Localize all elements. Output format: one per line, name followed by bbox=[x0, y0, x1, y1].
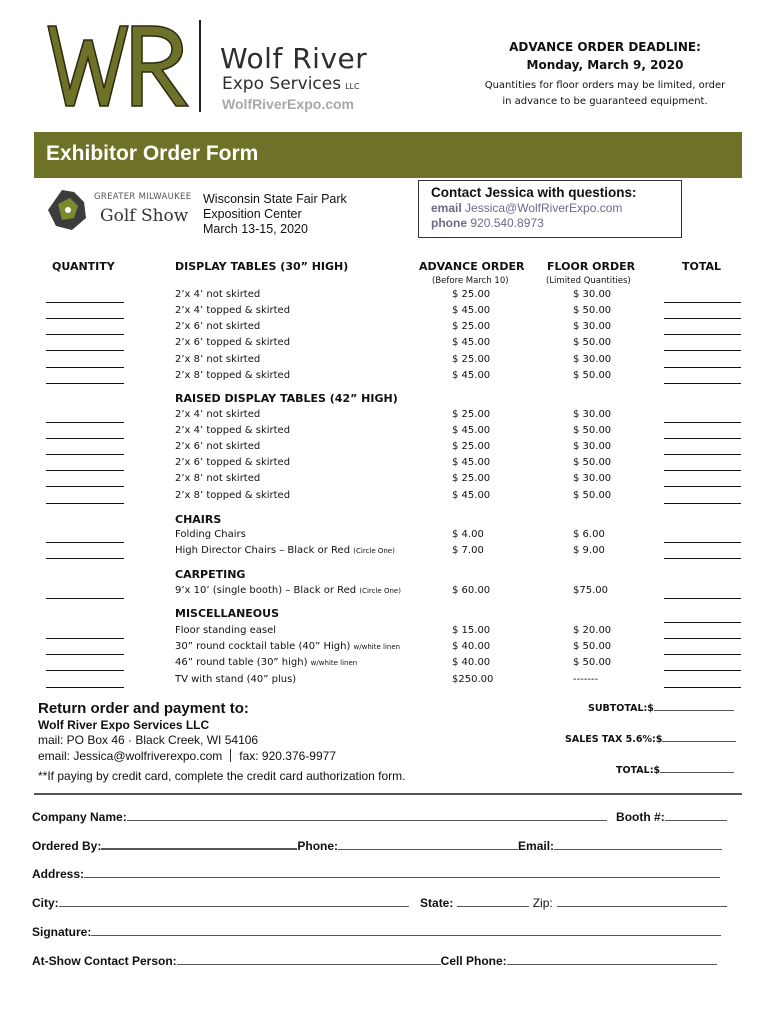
phone-field[interactable] bbox=[338, 839, 518, 850]
return-company: Wolf River Expo Services LLC bbox=[38, 718, 210, 732]
phone-label: Phone: bbox=[297, 839, 339, 853]
wisconsin-map-icon bbox=[44, 186, 90, 232]
company-name-label: Company Name: bbox=[32, 810, 127, 824]
display_tables-item bbox=[175, 370, 290, 381]
carpeting-item bbox=[175, 585, 401, 596]
sales-tax-label: SALES TAX 5.6%:$ bbox=[565, 734, 663, 745]
misc-total-field[interactable] bbox=[664, 654, 741, 655]
raised_tables-total-field[interactable] bbox=[664, 470, 741, 471]
col-total: TOTAL bbox=[682, 260, 722, 273]
carpeting-total-field[interactable] bbox=[664, 598, 741, 599]
raised_tables-floor-price: $ 50.00 bbox=[573, 425, 612, 436]
contact-email-line bbox=[431, 201, 669, 216]
city-field[interactable] bbox=[59, 896, 409, 907]
raised_tables-floor-price: $ 30.00 bbox=[573, 441, 612, 452]
email-field[interactable] bbox=[554, 839, 722, 850]
item-note: w/white linen bbox=[310, 659, 358, 667]
item-label: 2’x 6’ topped & skirted bbox=[175, 337, 291, 348]
deadline-note-1: Quantities for floor orders may be limited, order bbox=[484, 80, 726, 91]
raised_tables-advance-price: $ 45.00 bbox=[452, 457, 491, 468]
raised_tables-item bbox=[175, 490, 290, 501]
chairs-quantity-field[interactable] bbox=[46, 558, 124, 559]
city-label: City: bbox=[32, 896, 59, 910]
misc-quantity-field[interactable] bbox=[46, 638, 124, 639]
display_tables-advance-price: $ 25.00 bbox=[452, 321, 491, 332]
misc-advance-price: $250.00 bbox=[452, 674, 494, 685]
raised_tables-total-field[interactable] bbox=[664, 454, 741, 455]
golf-show-logo-top: GREATER MILWAUKEE bbox=[94, 192, 192, 202]
item-label: 2’x 8’ topped & skirted bbox=[175, 370, 291, 381]
col-floor-order: FLOOR ORDER bbox=[547, 260, 636, 273]
brand-llc: LLC bbox=[345, 82, 360, 91]
chairs-item bbox=[175, 529, 246, 540]
display_tables-quantity-field[interactable] bbox=[46, 383, 124, 384]
company-name-row bbox=[32, 810, 727, 824]
raised_tables-floor-price: $ 50.00 bbox=[573, 457, 612, 468]
raised_tables-total-field[interactable] bbox=[664, 438, 741, 439]
item-label: TV with stand (40” plus) bbox=[175, 674, 297, 685]
misc-total-field[interactable] bbox=[664, 622, 741, 623]
email-label: Email: bbox=[518, 839, 555, 853]
venue-line-2: Exposition Center bbox=[203, 207, 302, 221]
brand-name-line2 bbox=[222, 74, 360, 94]
misc-quantity-field[interactable] bbox=[46, 654, 124, 655]
misc-advance-price: $ 40.00 bbox=[452, 641, 491, 652]
display_tables-advance-price: $ 45.00 bbox=[452, 337, 491, 348]
misc-item bbox=[175, 657, 357, 668]
wolf-river-logo-mark bbox=[44, 18, 204, 114]
chairs-total-field[interactable] bbox=[664, 558, 741, 559]
display_tables-total-field[interactable] bbox=[664, 367, 741, 368]
brand-name-line1: Wolf River bbox=[220, 42, 368, 75]
item-label: High Director Chairs – Black or Red bbox=[175, 545, 354, 556]
contact-phone-line bbox=[431, 216, 669, 231]
item-note: w/white linen bbox=[353, 643, 401, 651]
col-display-tables: DISPLAY TABLES (30” HIGH) bbox=[175, 260, 349, 273]
raised_tables-quantity-field[interactable] bbox=[46, 503, 124, 504]
booth-label: Booth #: bbox=[616, 810, 665, 824]
deadline-block bbox=[470, 38, 740, 110]
misc-advance-price: $ 40.00 bbox=[452, 657, 491, 668]
display_tables-item bbox=[175, 337, 290, 348]
display_tables-total-field[interactable] bbox=[664, 334, 741, 335]
display_tables-advance-price: $ 25.00 bbox=[452, 354, 491, 365]
venue-line-1: Wisconsin State Fair Park bbox=[203, 192, 347, 206]
raised_tables-quantity-field[interactable] bbox=[46, 454, 124, 455]
section-divider bbox=[34, 793, 742, 795]
misc-item bbox=[175, 625, 276, 636]
raised_tables-advance-price: $ 25.00 bbox=[452, 441, 491, 452]
display_tables-floor-price: $ 30.00 bbox=[573, 289, 612, 300]
return-email: email: Jessica@wolfriverexpo.com bbox=[38, 749, 223, 763]
item-label: 2’x 6’ not skirted bbox=[175, 321, 261, 332]
raised_tables-item bbox=[175, 441, 260, 452]
state-field[interactable] bbox=[457, 896, 529, 907]
cell-phone-field[interactable] bbox=[507, 954, 717, 965]
display_tables-advance-price: $ 45.00 bbox=[452, 370, 491, 381]
deadline-note-2: in advance to be guaranteed equipment. bbox=[502, 96, 708, 107]
col-advance-order: ADVANCE ORDER bbox=[419, 260, 525, 273]
total-blank[interactable] bbox=[660, 762, 734, 773]
display_tables-quantity-field[interactable] bbox=[46, 367, 124, 368]
display_tables-total-field[interactable] bbox=[664, 318, 741, 319]
total-label: TOTAL:$ bbox=[616, 765, 661, 776]
display_tables-floor-price: $ 50.00 bbox=[573, 305, 612, 316]
state-label: State: bbox=[420, 896, 454, 910]
section-raised-tables: RAISED DISPLAY TABLES (42” HIGH) bbox=[175, 392, 398, 405]
contact-phone: 920.540.8973 bbox=[470, 216, 544, 230]
misc-total-field[interactable] bbox=[664, 670, 741, 671]
booth-field[interactable] bbox=[665, 810, 727, 821]
signature-field[interactable] bbox=[91, 925, 721, 936]
golf-show-logo bbox=[44, 186, 192, 232]
item-label: 2’x 4’ topped & skirted bbox=[175, 425, 291, 436]
contact-title: Contact Jessica with questions: bbox=[431, 185, 637, 200]
raised_tables-advance-price: $ 25.00 bbox=[452, 473, 491, 484]
section-carpeting: CARPETING bbox=[175, 568, 246, 581]
misc-floor-price: $ 50.00 bbox=[573, 657, 612, 668]
item-label: 2’x 6’ topped & skirted bbox=[175, 457, 291, 468]
item-label: 9’x 10’ (single booth) – Black or Red bbox=[175, 585, 360, 596]
misc-floor-price: $ 20.00 bbox=[573, 625, 612, 636]
carpeting-floor-price: $75.00 bbox=[573, 585, 608, 596]
raised_tables-item bbox=[175, 409, 260, 420]
zip-label: Zip: bbox=[532, 896, 553, 910]
address-field[interactable] bbox=[84, 867, 720, 878]
section-miscellaneous: MISCELLANEOUS bbox=[175, 607, 280, 620]
raised_tables-item bbox=[175, 425, 290, 436]
raised_tables-total-field[interactable] bbox=[664, 503, 741, 504]
carpeting-quantity-field[interactable] bbox=[46, 598, 124, 599]
at-show-contact-label: At-Show Contact Person: bbox=[32, 954, 177, 968]
item-label: 2’x 8’ topped & skirted bbox=[175, 490, 291, 501]
col-advance-sub: (Before March 10) bbox=[432, 276, 509, 286]
sales-tax-blank[interactable] bbox=[662, 731, 736, 742]
display_tables-item bbox=[175, 305, 290, 316]
raised_tables-total-field[interactable] bbox=[664, 422, 741, 423]
display_tables-advance-price: $ 25.00 bbox=[452, 289, 491, 300]
display_tables-floor-price: $ 50.00 bbox=[573, 337, 612, 348]
display_tables-advance-price: $ 45.00 bbox=[452, 305, 491, 316]
item-label: 2’x 8’ not skirted bbox=[175, 354, 261, 365]
display_tables-floor-price: $ 30.00 bbox=[573, 354, 612, 365]
show-dates: March 13-15, 2020 bbox=[203, 222, 308, 236]
col-quantity: QUANTITY bbox=[52, 260, 115, 273]
form-title: Exhibitor Order Form bbox=[46, 142, 259, 165]
display_tables-item bbox=[175, 354, 260, 365]
chairs-floor-price: $ 9.00 bbox=[573, 545, 605, 556]
display_tables-item bbox=[175, 289, 260, 300]
misc-quantity-field[interactable] bbox=[46, 687, 124, 688]
raised_tables-quantity-field[interactable] bbox=[46, 422, 124, 423]
return-mail: mail: PO Box 46 · Black Creek, WI 54106 bbox=[38, 733, 259, 747]
item-label: 2’x 6’ not skirted bbox=[175, 441, 261, 452]
company-name-field[interactable] bbox=[127, 810, 607, 821]
item-label: 46” round table (30” high) bbox=[175, 657, 311, 668]
at-show-contact-field[interactable] bbox=[177, 954, 441, 965]
display_tables-quantity-field[interactable] bbox=[46, 318, 124, 319]
form-title-banner bbox=[34, 132, 742, 178]
item-label: Folding Chairs bbox=[175, 529, 246, 540]
sales-tax-field[interactable] bbox=[565, 731, 736, 745]
item-note: (Circle One) bbox=[359, 587, 401, 595]
raised_tables-floor-price: $ 30.00 bbox=[573, 473, 612, 484]
contact-box bbox=[418, 180, 682, 238]
item-label: 2’x 4’ not skirted bbox=[175, 289, 261, 300]
deadline-title: ADVANCE ORDER DEADLINE: bbox=[509, 40, 701, 54]
at-show-contact-row bbox=[32, 954, 717, 968]
chairs-advance-price: $ 4.00 bbox=[452, 529, 484, 540]
return-note: **If paying by credit card, complete the credit card authorization form. bbox=[38, 769, 406, 783]
raised_tables-advance-price: $ 45.00 bbox=[452, 490, 491, 501]
zip-field[interactable] bbox=[557, 896, 727, 907]
item-label: 2’x 4’ not skirted bbox=[175, 409, 261, 420]
chairs-total-field[interactable] bbox=[664, 542, 741, 543]
golf-show-logo-bottom: Golf Show bbox=[100, 206, 189, 226]
ordered-by-label: Ordered By: bbox=[32, 839, 102, 853]
display_tables-floor-price: $ 50.00 bbox=[573, 370, 612, 381]
misc-advance-price: $ 15.00 bbox=[452, 625, 491, 636]
chairs-floor-price: $ 6.00 bbox=[573, 529, 605, 540]
raised_tables-item bbox=[175, 457, 290, 468]
chairs-advance-price: $ 7.00 bbox=[452, 545, 484, 556]
item-label: Floor standing easel bbox=[175, 625, 277, 636]
raised_tables-quantity-field[interactable] bbox=[46, 438, 124, 439]
subtotal-label: SUBTOTAL:$ bbox=[588, 703, 654, 714]
display_tables-total-field[interactable] bbox=[664, 350, 741, 351]
misc-item bbox=[175, 674, 296, 685]
return-fax: fax: 920.376-9977 bbox=[239, 749, 336, 763]
chairs-item bbox=[175, 545, 395, 556]
misc-floor-price: $ 50.00 bbox=[573, 641, 612, 652]
ordered-by-row bbox=[32, 838, 722, 853]
raised_tables-quantity-field[interactable] bbox=[46, 486, 124, 487]
display_tables-quantity-field[interactable] bbox=[46, 350, 124, 351]
divider bbox=[230, 749, 231, 762]
raised_tables-item bbox=[175, 473, 260, 484]
contact-email-label: email bbox=[431, 201, 462, 215]
item-label: 2’x 4’ topped & skirted bbox=[175, 305, 291, 316]
cell-phone-label: Cell Phone: bbox=[440, 954, 507, 968]
raised_tables-quantity-field[interactable] bbox=[46, 470, 124, 471]
signature-row bbox=[32, 925, 721, 939]
total-field[interactable] bbox=[616, 762, 734, 776]
subtotal-blank[interactable] bbox=[654, 700, 734, 711]
carpeting-advance-price: $ 60.00 bbox=[452, 585, 491, 596]
address-label: Address: bbox=[32, 867, 85, 881]
col-floor-sub: (Limited Quantities) bbox=[546, 276, 631, 286]
subtotal-field[interactable] bbox=[588, 700, 734, 714]
contact-email[interactable]: Jessica@WolfRiverExpo.com bbox=[465, 201, 623, 215]
misc-quantity-field[interactable] bbox=[46, 670, 124, 671]
display_tables-item bbox=[175, 321, 260, 332]
venue-block bbox=[203, 192, 347, 237]
display_tables-total-field[interactable] bbox=[664, 302, 741, 303]
misc-total-field[interactable] bbox=[664, 687, 741, 688]
misc-item bbox=[175, 641, 400, 652]
city-row bbox=[32, 896, 727, 910]
display_tables-floor-price: $ 30.00 bbox=[573, 321, 612, 332]
raised_tables-total-field[interactable] bbox=[664, 486, 741, 487]
deadline-date: Monday, March 9, 2020 bbox=[526, 58, 684, 72]
display_tables-quantity-field[interactable] bbox=[46, 302, 124, 303]
item-label: 30” round cocktail table (40” High) bbox=[175, 641, 354, 652]
raised_tables-advance-price: $ 25.00 bbox=[452, 409, 491, 420]
return-email-fax bbox=[38, 749, 336, 763]
signature-label: Signature: bbox=[32, 925, 92, 939]
contact-phone-label: phone bbox=[431, 216, 467, 230]
raised_tables-floor-price: $ 30.00 bbox=[573, 409, 612, 420]
raised_tables-advance-price: $ 45.00 bbox=[452, 425, 491, 436]
display_tables-quantity-field[interactable] bbox=[46, 334, 124, 335]
brand-website: WolfRiverExpo.com bbox=[222, 96, 354, 112]
item-label: 2’x 8’ not skirted bbox=[175, 473, 261, 484]
item-note: (Circle One) bbox=[353, 547, 395, 555]
brand-name-expo: Expo Services bbox=[222, 74, 342, 94]
ordered-by-field[interactable] bbox=[101, 838, 297, 850]
misc-total-field[interactable] bbox=[664, 638, 741, 639]
address-row bbox=[32, 867, 720, 881]
return-title: Return order and payment to: bbox=[38, 700, 249, 717]
misc-floor-price: ------- bbox=[573, 674, 599, 685]
section-chairs: CHAIRS bbox=[175, 513, 222, 526]
raised_tables-floor-price: $ 50.00 bbox=[573, 490, 612, 501]
display_tables-total-field[interactable] bbox=[664, 383, 741, 384]
chairs-quantity-field[interactable] bbox=[46, 542, 124, 543]
